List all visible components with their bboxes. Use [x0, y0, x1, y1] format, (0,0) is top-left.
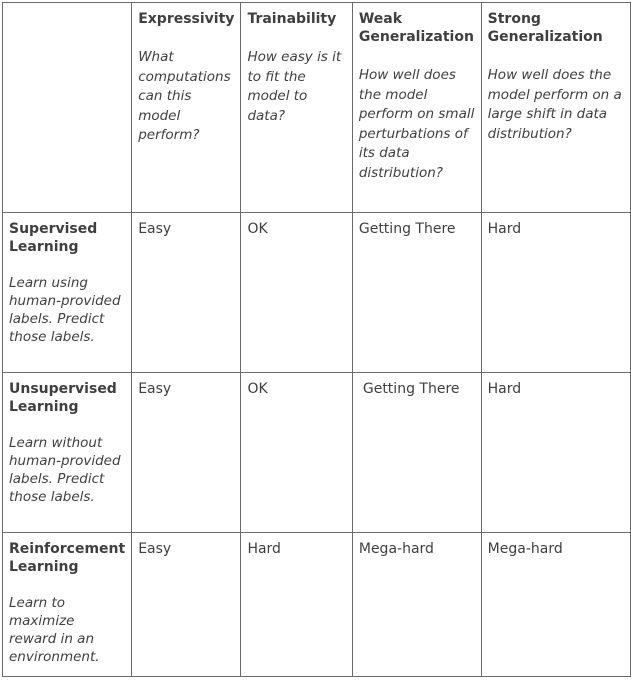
row-header [3, 533, 132, 677]
table-cell [241, 213, 352, 373]
table-row-supervised [3, 213, 631, 373]
column-question: How easy is it to fit the model to data? [247, 49, 342, 124]
cell-value: Hard [487, 221, 522, 237]
cell-value: Getting There [358, 221, 456, 237]
header-row [3, 3, 631, 213]
cell-value: Hard [487, 381, 522, 397]
comparison-table [2, 2, 631, 677]
row-description: Learn to maximize reward in an environment. [9, 595, 100, 665]
column-title: Trainability [247, 11, 337, 27]
table-cell [132, 373, 241, 533]
cell-value: Easy [138, 381, 172, 397]
table-cell [241, 533, 352, 677]
table-cell [352, 213, 481, 373]
row-header [3, 213, 132, 373]
table-cell [352, 533, 481, 677]
column-title: Weak Generalization [358, 11, 474, 45]
cell-value: OK [247, 221, 268, 237]
row-description: Learn without human-provided labels. Predict those labels. [9, 435, 121, 505]
table-row-unsupervised [3, 373, 631, 533]
table-cell [132, 213, 241, 373]
table-cell [481, 373, 630, 533]
column-question: How well does the model perform on a large shift in data distribution? [487, 67, 622, 142]
cell-value: Hard [247, 541, 281, 557]
corner-cell [3, 3, 132, 213]
row-title: Reinforcement Learning [9, 541, 126, 575]
table-cell [481, 533, 630, 677]
table-cell [132, 533, 241, 677]
column-question: What computations can this model perform? [138, 49, 231, 143]
cell-value: Mega-hard [358, 541, 434, 557]
column-header-trainability [241, 3, 352, 213]
table-cell [241, 373, 352, 533]
column-header-expressivity [132, 3, 241, 213]
row-title: Unsupervised Learning [9, 381, 117, 415]
cell-value: Easy [138, 541, 172, 557]
row-header [3, 373, 132, 533]
column-title: Strong Generalization [487, 11, 603, 45]
cell-value: Easy [138, 221, 172, 237]
column-title: Expressivity [138, 11, 235, 27]
column-header-strong-generalization [481, 3, 630, 213]
cell-value: Mega-hard [487, 541, 563, 557]
row-title: Supervised Learning [9, 221, 98, 255]
column-header-weak-generalization [352, 3, 481, 213]
table-cell [481, 213, 630, 373]
cell-value: OK [247, 381, 268, 397]
row-description: Learn using human-provided labels. Predict those labels. [9, 275, 121, 345]
column-question: How well does the model perform on small perturbations of its data distribution? [358, 67, 475, 181]
table-row-reinforcement [3, 533, 631, 677]
cell-value: Getting There [362, 381, 460, 397]
table-cell [352, 373, 481, 533]
